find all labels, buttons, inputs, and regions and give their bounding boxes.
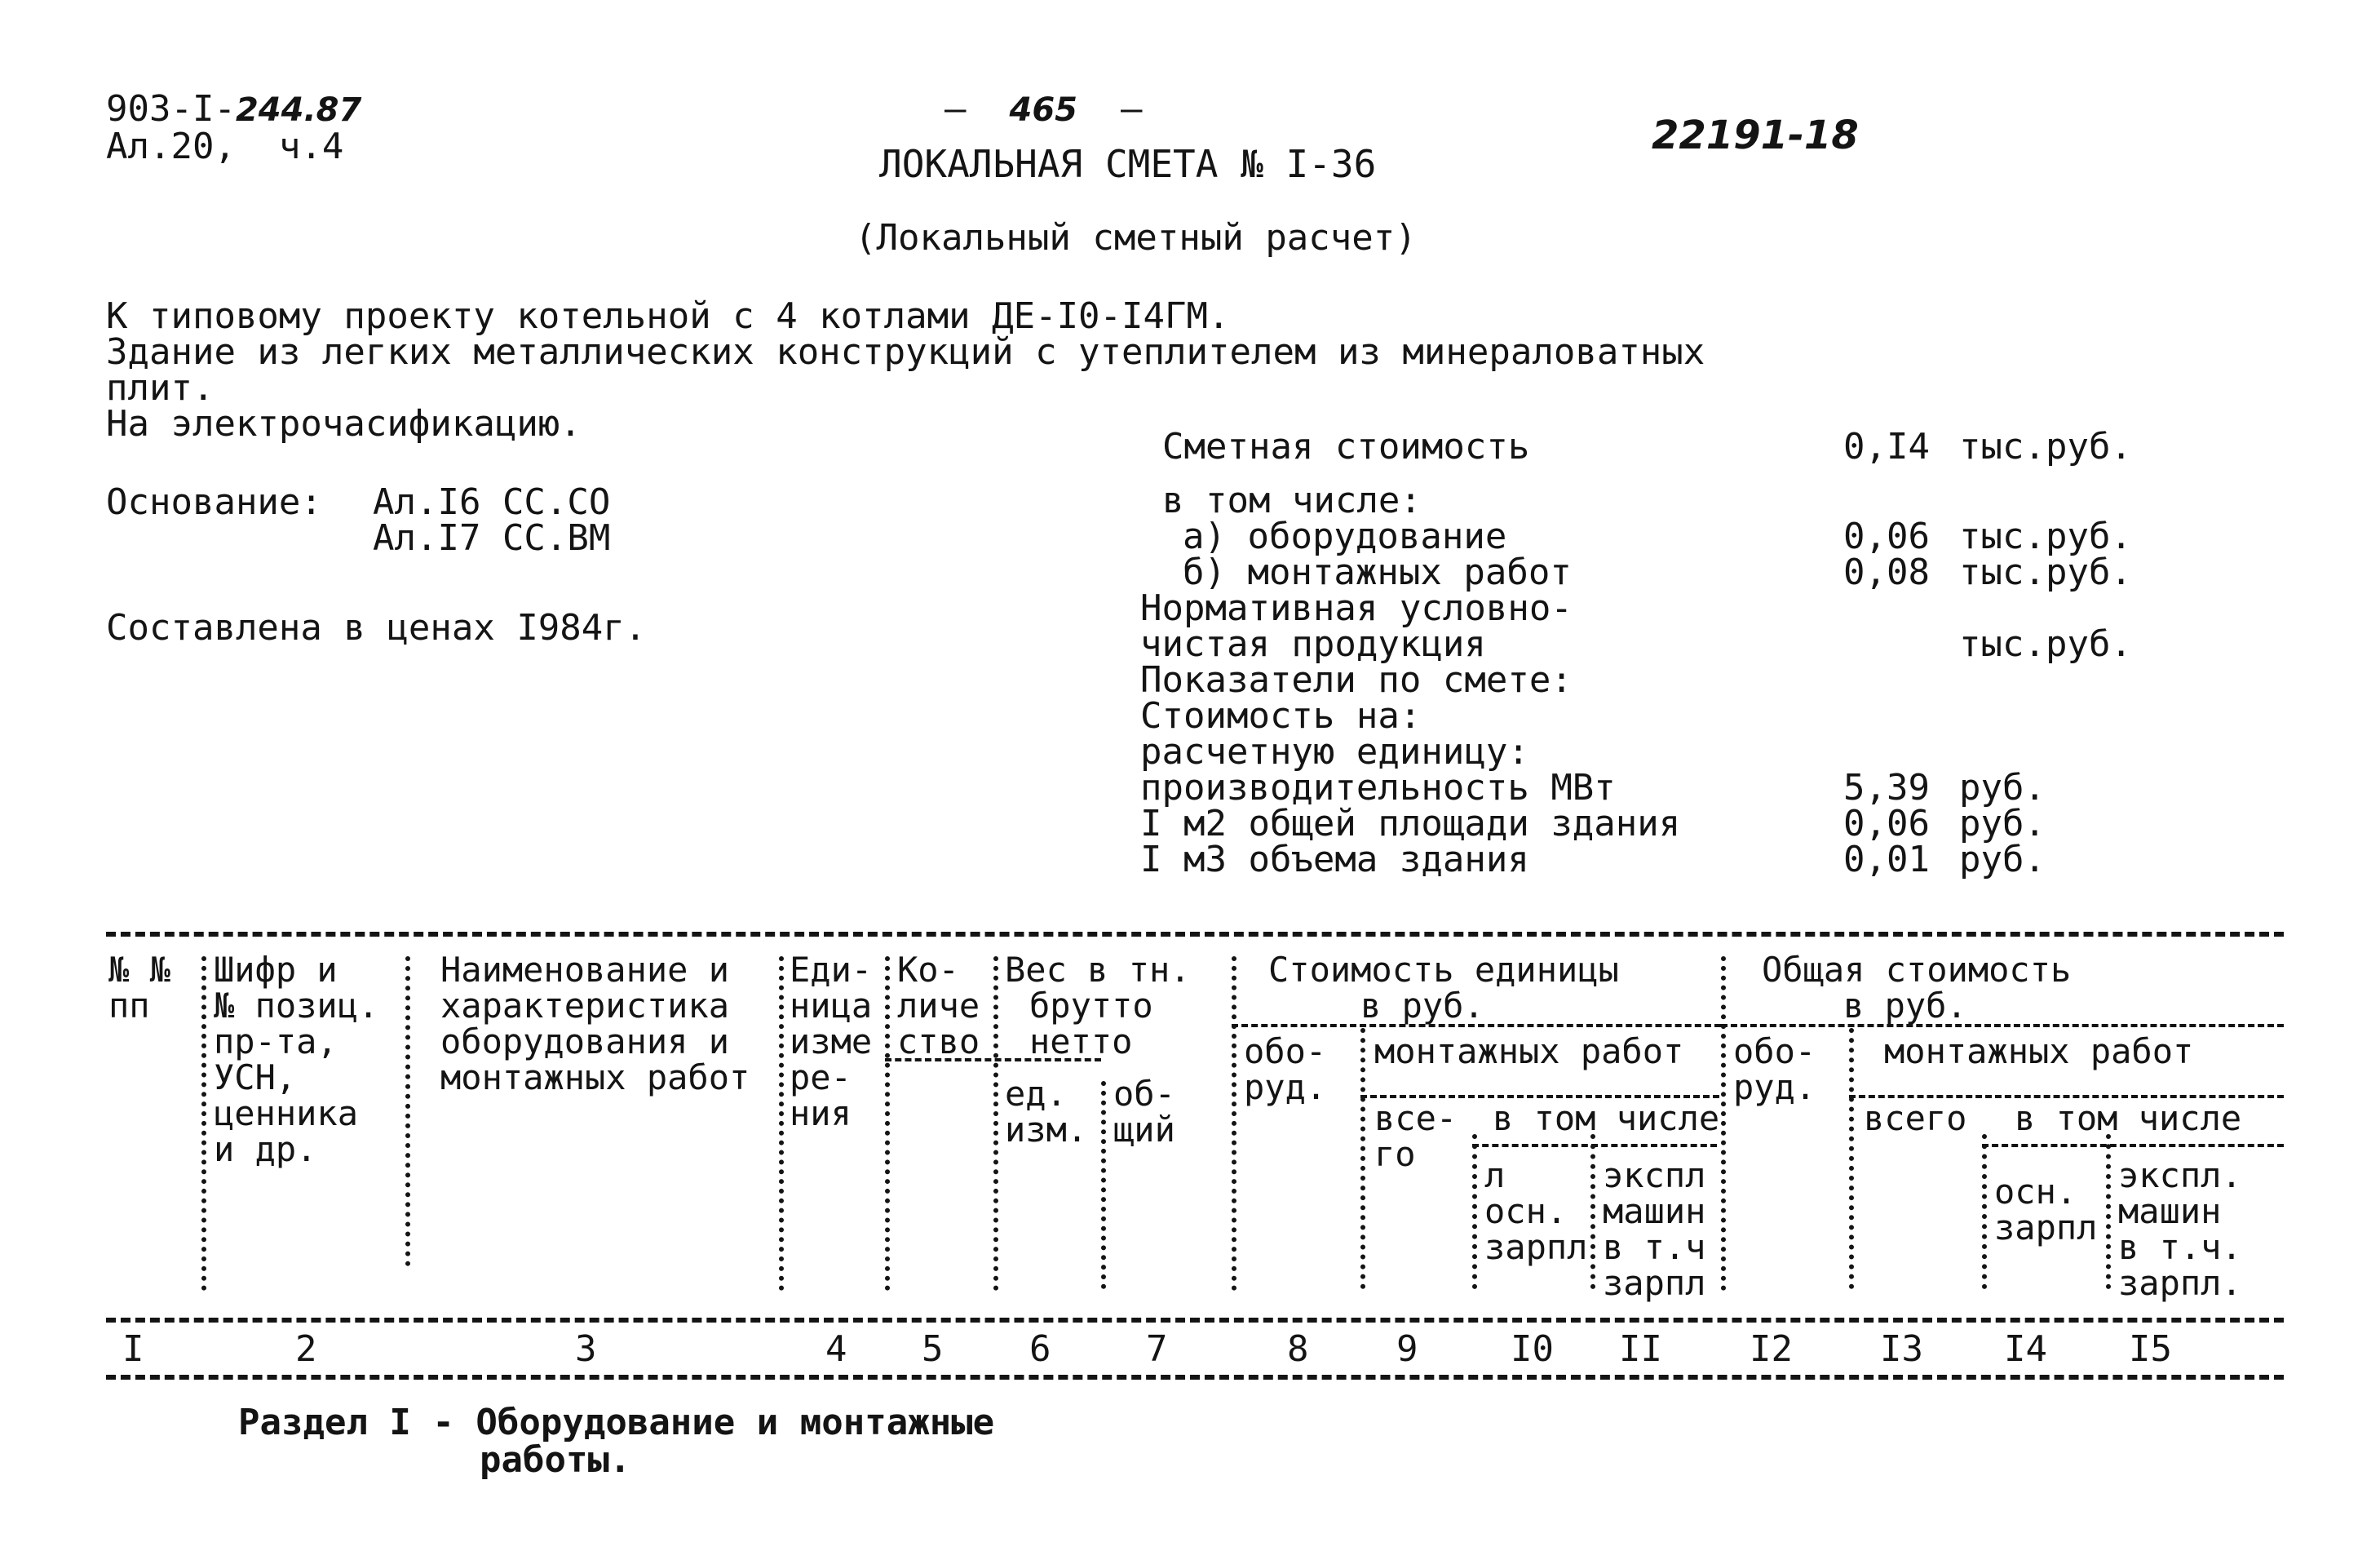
estimated-cost-unit: тыс.руб.: [1959, 426, 2132, 468]
volume-unit: руб.: [1959, 839, 2046, 880]
hdr-installation-work: монтажных работ: [1374, 1031, 1684, 1071]
col-sep: [1472, 1134, 1477, 1289]
hdr-c15-2: машин: [2118, 1191, 2222, 1231]
hdr-c4-2: ница: [790, 986, 873, 1026]
table-header-bottom-rule: [106, 1318, 2284, 1323]
hdr-c11-2: машин: [1603, 1191, 1706, 1231]
hdr-c3-4: монтажных работ: [440, 1057, 750, 1097]
hdr-weight-1: Вес в тн.: [1005, 950, 1191, 990]
hdr-c3-1: Наименование и: [440, 950, 730, 990]
doc-code-prefix: 903-I-: [106, 88, 236, 130]
calc-unit-label: расчетную единицу:: [1140, 731, 1529, 773]
hdr-installation-work-2: монтажных работ: [1884, 1031, 2194, 1071]
col-sep: [1982, 1134, 1987, 1289]
hdr-c10-3: зарпл: [1484, 1227, 1588, 1267]
basis-ref-2: Ал.I7 СС.ВМ: [373, 517, 611, 559]
intro-line-1: К типовому проекту котельной с 4 котлами ДЕ-I0-I4ГМ.: [106, 295, 1230, 337]
cost-per-label: Стоимость на:: [1140, 695, 1422, 737]
hdr-c8-1: обо-: [1244, 1031, 1327, 1071]
page-number-value: 465: [1009, 91, 1077, 129]
col-sep: [405, 956, 410, 1266]
intro-line-3: плит.: [106, 367, 215, 409]
page-subtitle: (Локальный сметный расчет): [855, 217, 1417, 259]
equipment-label: а) оборудование: [1183, 516, 1507, 557]
col-num-14: I4: [2004, 1328, 2047, 1370]
col-num-10: I0: [1511, 1328, 1554, 1370]
col-sep: [885, 956, 890, 1291]
hdr-c5-2: личе: [897, 986, 980, 1026]
hdr-c9-2: го: [1374, 1134, 1416, 1174]
prices-note: Составлена в ценах I984г.: [106, 607, 647, 649]
col-sep: [1101, 1081, 1106, 1289]
hdr-c6-2: изм.: [1005, 1110, 1088, 1150]
normative-line-2: чистая продукция: [1140, 623, 1486, 665]
col-sep: [1360, 1028, 1365, 1289]
productivity-unit: руб.: [1959, 767, 2046, 809]
hdr-c13: всего: [1864, 1098, 1967, 1138]
hdr-c11-3: в т.ч: [1603, 1227, 1706, 1267]
col-sep: [201, 956, 206, 1291]
floor-area-label: I м2 общей площади здания: [1140, 803, 1681, 844]
hdr-weight-2: брутто: [1029, 986, 1153, 1026]
hdr-c15-3: в т.ч.: [2118, 1227, 2242, 1267]
hdr-including: в том числе: [1493, 1098, 1720, 1138]
hdr-c9-1: все-: [1374, 1098, 1458, 1138]
section-title-line-1: Раздел I - Оборудование и монтажные: [238, 1402, 995, 1443]
intro-line-2: Здание из легких металлических конструкций с утеплителем из минераловатных: [106, 331, 1705, 373]
hdr-c4-3: изме: [790, 1021, 873, 1061]
col-num-4: 4: [825, 1328, 847, 1370]
hdr-c12-2: руд.: [1733, 1067, 1816, 1107]
hdr-unit-cost-1: Стоимость единицы: [1268, 950, 1619, 990]
col-sep: [993, 956, 998, 1291]
hdr-c4-5: ния: [790, 1093, 852, 1133]
hdr-weight-3: нетто: [1029, 1021, 1133, 1061]
hdr-including-2: в том числе: [2015, 1098, 2242, 1138]
installation-label: б) монтажных работ: [1183, 552, 1572, 593]
hdr-c15-1: экспл.: [2118, 1155, 2242, 1195]
col-num-1: I: [122, 1328, 144, 1370]
hdr-unit-cost-2: в руб.: [1360, 986, 1484, 1026]
basis-label: Основание:: [106, 481, 322, 523]
installation-value: 0,08: [1843, 552, 1930, 593]
hdr-c8-2: руд.: [1244, 1067, 1327, 1107]
hdr-c11-1: экспл: [1603, 1155, 1706, 1195]
hdr-c1-1: № №: [108, 950, 170, 990]
floor-area-unit: руб.: [1959, 803, 2046, 844]
hdr-c2-2: № позиц.: [214, 986, 379, 1026]
indicators-label: Показатели по смете:: [1140, 659, 1573, 701]
estimated-cost-value: 0,I4: [1843, 426, 1930, 468]
col-sep: [2106, 1134, 2111, 1289]
col-num-6: 6: [1029, 1328, 1051, 1370]
stamp-number: 22191-18: [1652, 113, 1859, 158]
col-sep: [779, 956, 784, 1291]
hdr-c4-1: Еди-: [790, 950, 873, 990]
hdr-c6-1: ед.: [1005, 1074, 1067, 1114]
table-top-rule: [106, 932, 2284, 937]
hdr-c10-2: осн.: [1484, 1191, 1568, 1231]
volume-label: I м3 объема здания: [1140, 839, 1529, 880]
hdr-c2-6: и др.: [214, 1129, 317, 1169]
col-sep: [1849, 1028, 1854, 1289]
hdr-total-cost-2: в руб.: [1843, 986, 1967, 1026]
hdr-c12-1: обо-: [1733, 1031, 1816, 1071]
col-num-9: 9: [1396, 1328, 1418, 1370]
col-num-13: I3: [1880, 1328, 1923, 1370]
col-num-12: I2: [1750, 1328, 1793, 1370]
hdr-c7-1: об-: [1113, 1074, 1175, 1114]
album-part: [106, 126, 344, 167]
hdr-c2-3: пр-та,: [214, 1021, 338, 1061]
col-num-5: 5: [922, 1328, 944, 1370]
part-label: ч.4: [278, 126, 344, 167]
col-num-2: 2: [295, 1328, 317, 1370]
col-num-3: 3: [575, 1328, 597, 1370]
normative-unit: тыс.руб.: [1959, 623, 2132, 665]
col-num-8: 8: [1287, 1328, 1309, 1370]
hdr-c2-5: ценника: [214, 1093, 359, 1133]
productivity-value: 5,39: [1843, 767, 1930, 809]
col-num-7: 7: [1146, 1328, 1168, 1370]
col-num-11: II: [1619, 1328, 1662, 1370]
equipment-value: 0,06: [1843, 516, 1930, 557]
doc-code: [106, 88, 362, 130]
hdr-c5-3: ство: [897, 1021, 980, 1061]
hdr-c3-2: характеристика: [440, 986, 730, 1026]
intro-line-4: На электрочасификацию.: [106, 403, 582, 445]
hdr-c5-1: Ко-: [897, 950, 959, 990]
hdr-c2-4: УСН,: [214, 1057, 297, 1097]
hdr-c14-1: осн.: [1994, 1172, 2077, 1212]
hdr-c1-2: пп: [108, 986, 150, 1026]
volume-value: 0,01: [1843, 839, 1930, 880]
hdr-total-cost-1: Общая стоимость: [1762, 950, 2072, 990]
estimated-cost-label: Сметная стоимость: [1162, 426, 1530, 468]
album-label: Ал.20,: [106, 126, 236, 167]
hdr-c14-2: зарпл: [1994, 1208, 2098, 1247]
floor-area-value: 0,06: [1843, 803, 1930, 844]
total-cost-sub-rule: [1721, 1024, 2284, 1027]
productivity-label: производительность МВт: [1140, 767, 1616, 809]
hdr-c2-1: Шифр и: [214, 950, 338, 990]
section-title-line-2: работы.: [480, 1439, 631, 1481]
col-sep: [1590, 1134, 1595, 1289]
col-sep: [1232, 956, 1236, 1291]
total-including-sub-rule: [1982, 1144, 2284, 1147]
equipment-unit: тыс.руб.: [1959, 516, 2132, 557]
column-numbers-rule: [106, 1375, 2284, 1380]
hdr-c15-4: зарпл.: [2118, 1263, 2242, 1303]
unit-including-sub-rule: [1472, 1144, 1717, 1147]
installation-unit: тыс.руб.: [1959, 552, 2132, 593]
normative-line-1: Нормативная условно-: [1140, 587, 1573, 629]
col-sep: [1721, 956, 1726, 1291]
col-num-15: I5: [2129, 1328, 2172, 1370]
including-label: в том числе:: [1162, 480, 1422, 521]
hdr-c11-4: зарпл: [1603, 1263, 1706, 1303]
page-number: – 465 –: [944, 88, 1143, 130]
hdr-c3-3: оборудования и: [440, 1021, 730, 1061]
basis-ref-1: Ал.I6 СС.СО: [373, 481, 611, 523]
hdr-c10-1: л: [1484, 1155, 1506, 1195]
page-title: ЛОКАЛЬНАЯ СМЕТА № I-36: [879, 142, 1377, 186]
doc-code-number: 244.87: [235, 91, 362, 129]
hdr-c4-4: ре-: [790, 1057, 852, 1097]
hdr-c7-2: щий: [1113, 1110, 1175, 1150]
